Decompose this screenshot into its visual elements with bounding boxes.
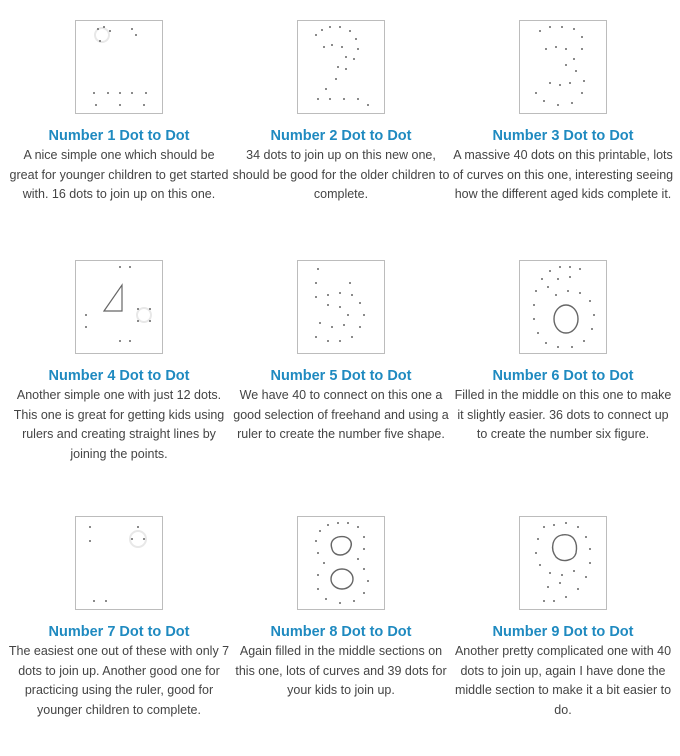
worksheet-card-4	[8, 260, 230, 464]
worksheet-thumbnail-7[interactable]	[75, 516, 163, 610]
worksheet-description-8: Again filled in the middle sections on this one, lots of curves and 39 dots for your kids to join up.	[235, 644, 447, 697]
worksheet-title-8[interactable]: Number 8 Dot to Dot	[270, 624, 412, 640]
worksheet-description-3: A massive 40 dots on this printable, lots of curves on this one, interesting seeing how the different aged kids complete it.	[452, 148, 674, 201]
dot-to-dot-six-image	[520, 261, 606, 353]
dot-to-dot-two-image	[298, 21, 384, 113]
worksheet-title-4[interactable]: Number 4 Dot to Dot	[48, 368, 190, 384]
dot-to-dot-four-image	[76, 261, 162, 353]
worksheet-title-3[interactable]: Number 3 Dot to Dot	[492, 128, 634, 144]
dot-to-dot-eight-image	[298, 517, 384, 609]
worksheet-description-7: The easiest one out of these with only 7 dots to join up. Another good one for practicing using the ruler, good for younger children to complete.	[8, 644, 230, 717]
worksheet-title-2[interactable]: Number 2 Dot to Dot	[270, 128, 412, 144]
worksheet-title-1[interactable]: Number 1 Dot to Dot	[48, 128, 190, 144]
worksheet-card-6	[452, 260, 674, 445]
worksheet-title-9[interactable]: Number 9 Dot to Dot	[492, 624, 634, 640]
worksheet-thumbnail-4[interactable]	[75, 260, 163, 354]
worksheet-description-1: A nice simple one which should be great for younger children to get started with. 16 dots to join up on this one.	[9, 148, 229, 201]
worksheet-card-9	[452, 516, 674, 720]
worksheet-card-3	[452, 20, 674, 205]
dot-to-dot-five-image	[298, 261, 384, 353]
dot-to-dot-seven-image	[76, 517, 162, 609]
worksheet-thumbnail-5[interactable]	[297, 260, 385, 354]
worksheet-thumbnail-3[interactable]	[519, 20, 607, 114]
worksheet-title-6[interactable]: Number 6 Dot to Dot	[492, 368, 634, 384]
worksheet-description-4: Another simple one with just 12 dots. This one is great for getting kids using rulers and creating straight lines by joining the points.	[13, 388, 225, 461]
worksheet-card-5	[230, 260, 452, 445]
dot-to-dot-three-image	[520, 21, 606, 113]
worksheet-thumbnail-2[interactable]	[297, 20, 385, 114]
worksheet-description-2: 34 dots to join up on this new one, should be good for the older children to complete.	[232, 148, 450, 201]
dot-to-dot-nine-image	[520, 517, 606, 609]
worksheet-card-8	[230, 516, 452, 701]
worksheet-description-6: Filled in the middle on this one to make it slightly easier. 36 dots to connect up to create the number six figure.	[454, 388, 672, 441]
dot-to-dot-one-image	[76, 21, 162, 113]
worksheet-description-9: Another pretty complicated one with 40 dots to join up, again I have done the middle section to make it a bit easier to do.	[454, 644, 672, 717]
worksheet-thumbnail-1[interactable]	[75, 20, 163, 114]
worksheet-card-2	[230, 20, 452, 205]
worksheet-card-1	[8, 20, 230, 205]
worksheet-card-7	[8, 516, 230, 720]
worksheet-title-7[interactable]: Number 7 Dot to Dot	[48, 624, 190, 640]
worksheet-description-5: We have 40 to connect on this one a good selection of freehand and using a ruler to create the number five shape.	[233, 388, 449, 441]
worksheet-thumbnail-6[interactable]	[519, 260, 607, 354]
worksheet-thumbnail-9[interactable]	[519, 516, 607, 610]
worksheet-thumbnail-8[interactable]	[297, 516, 385, 610]
worksheet-title-5[interactable]: Number 5 Dot to Dot	[270, 368, 412, 384]
